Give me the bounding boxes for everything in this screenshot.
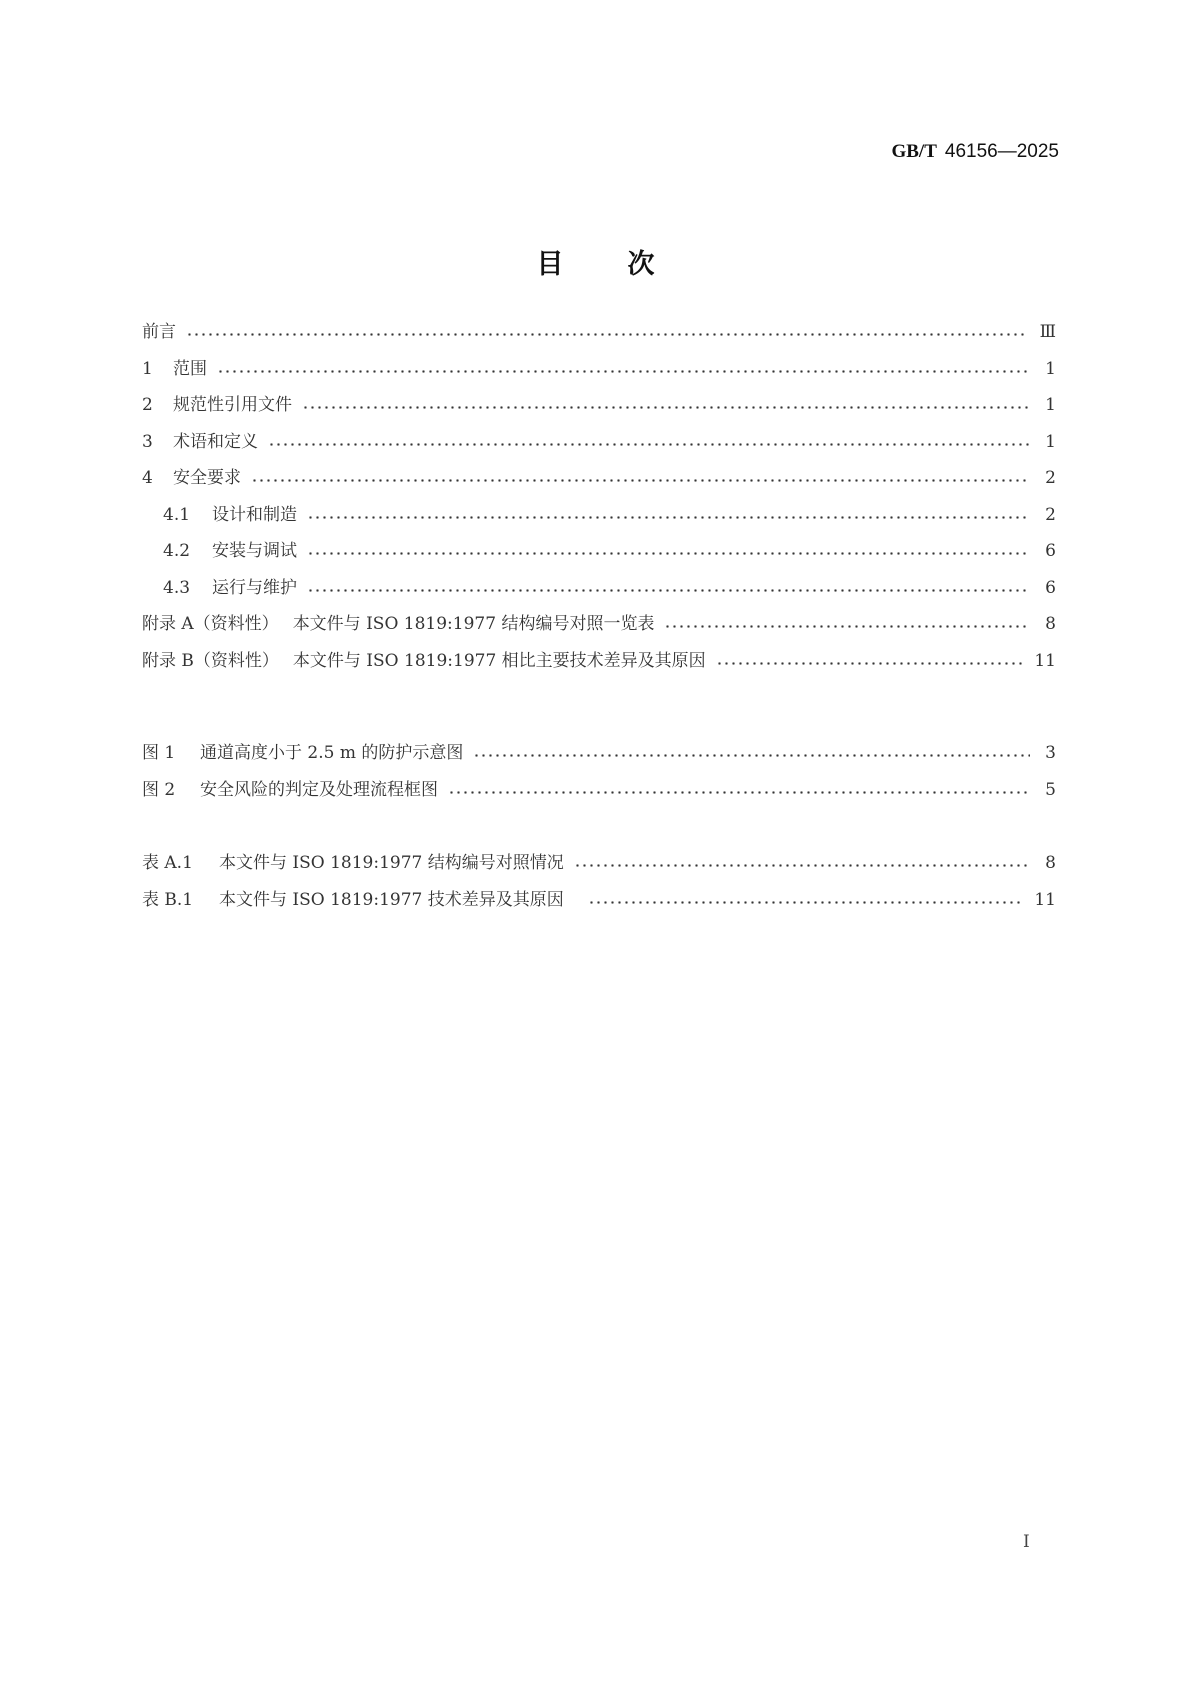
toc-entry-number: 4 [142,468,153,488]
toc-entry-figure-1[interactable] [142,740,1056,766]
leader-dots [213,356,1032,382]
page-number: Ⅰ [1023,1532,1030,1552]
toc-entry-label: 通道高度小于 2.5 m 的防护示意图 [200,743,464,763]
toc-entry-number: 4.2 [163,541,191,561]
toc-entry-label: 本文件与 ISO 1819:1977 技术差异及其原因 [219,890,564,910]
toc-entry-label: 设计和制造 [212,505,297,525]
toc-entry-page: 1 [1045,395,1056,415]
toc-entry-number: 4.3 [163,578,191,598]
toc-entry-annex-a[interactable] [142,611,1056,637]
toc-entry-table-b1[interactable] [142,887,1056,913]
toc-entry-number: 图 2 [142,780,176,800]
toc-entry-section-2[interactable] [142,392,1056,418]
toc-entry-label: 范围 [173,359,207,379]
toc-entry-number: 2 [142,395,153,415]
toc-entry-page: 11 [1034,890,1056,910]
page-title [0,242,1191,281]
toc-entry-section-4-2[interactable] [142,538,1056,564]
title-char-1: 目 [536,249,564,280]
toc-entry-table-a1[interactable] [142,850,1056,876]
toc-entry-number: 表 B.1 [142,890,194,910]
leader-dots [444,777,1032,803]
toc-entry-label: 术语和定义 [173,432,258,452]
toc-entry-page: 3 [1045,743,1056,763]
toc-entry-page: 11 [1034,651,1056,671]
toc-entry-page: Ⅲ [1039,322,1056,342]
leader-dots [182,319,1030,345]
toc-entry-page: 8 [1045,853,1056,873]
toc-entry-page: 6 [1045,578,1056,598]
toc-entry-number: 表 A.1 [142,853,193,873]
toc-entry-number: 附录 B（资料性） [142,651,279,671]
toc-entry-number: 4.1 [163,505,191,525]
title-char-2: 次 [627,249,655,280]
toc-entry-page: 5 [1045,780,1056,800]
toc-entry-page: 1 [1045,432,1056,452]
toc-entry-number: 附录 A（资料性） [142,614,279,634]
toc-entry-label: 前言 [142,322,176,342]
toc-entry-foreword[interactable] [142,319,1056,345]
leader-dots [712,648,1025,674]
leader-dots [469,740,1032,766]
toc-entry-label: 本文件与 ISO 1819:1977 相比主要技术差异及其原因 [292,651,706,671]
leader-dots [660,611,1032,637]
leader-dots [584,887,1025,913]
standard-code [891,140,1059,163]
toc-entry-page: 1 [1045,359,1056,379]
leader-dots [303,502,1032,528]
toc-entry-number: 3 [142,432,153,452]
toc-entry-page: 6 [1045,541,1056,561]
leader-dots [570,850,1032,876]
toc-entry-page: 2 [1045,505,1056,525]
toc-entry-section-4-3[interactable] [142,575,1056,601]
standard-prefix: GB/T [891,141,937,162]
toc-entry-label: 安装与调试 [212,541,297,561]
toc-entry-number: 图 1 [142,743,176,763]
toc-entry-annex-b[interactable] [142,648,1056,674]
toc-entry-label: 本文件与 ISO 1819:1977 结构编号对照情况 [219,853,564,873]
leader-dots [247,465,1032,491]
toc-entry-section-3[interactable] [142,429,1056,455]
toc-entry-label: 运行与维护 [212,578,297,598]
toc-entry-figure-2[interactable] [142,777,1056,803]
toc-entry-label: 安全要求 [173,468,241,488]
toc-entry-section-4[interactable] [142,465,1056,491]
toc-entry-section-4-1[interactable] [142,502,1056,528]
leader-dots [303,538,1032,564]
toc-entry-number: 1 [142,359,153,379]
leader-dots [303,575,1032,601]
toc-entry-page: 8 [1045,614,1056,634]
leader-dots [298,392,1032,418]
toc-entry-label: 安全风险的判定及处理流程框图 [200,780,438,800]
toc-entry-page: 2 [1045,468,1056,488]
standard-number: 46156—2025 [944,141,1059,162]
toc-entry-label: 规范性引用文件 [173,395,292,415]
leader-dots [264,429,1032,455]
toc-entry-label: 本文件与 ISO 1819:1977 结构编号对照一览表 [292,614,655,634]
toc-entry-section-1[interactable] [142,356,1056,382]
